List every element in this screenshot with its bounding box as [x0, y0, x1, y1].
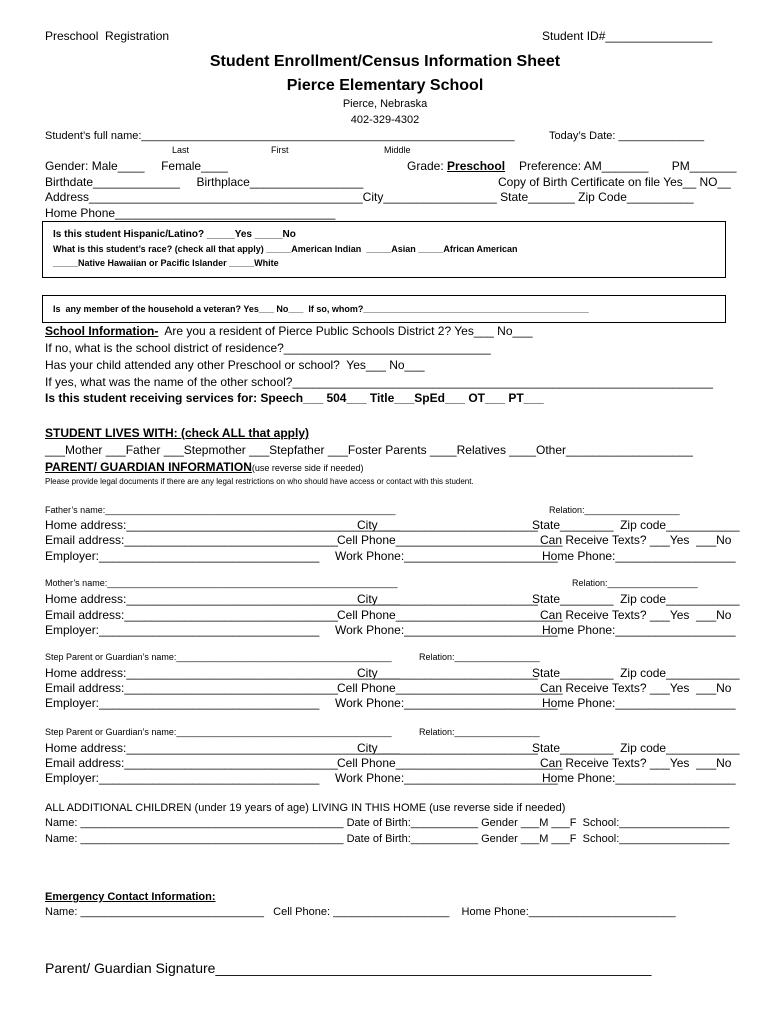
veteran-question[interactable]: Is any member of the household a veteran? Yes___ No___ If so, whom?_____________________________________________: [53, 304, 589, 314]
name-part-last: Last: [172, 145, 190, 155]
guardian-cell-phone-field[interactable]: Cell Phone_________________________: [337, 533, 563, 547]
school-name: Pierce Elementary School: [286, 77, 484, 94]
guardian-home-phone-field[interactable]: Home Phone:__________________: [542, 696, 736, 710]
guardian-cell-phone-field[interactable]: Cell Phone_________________________: [337, 681, 563, 695]
emergency-heading: Emergency Contact Information:: [45, 891, 216, 903]
guardian-texts-field[interactable]: Can Receive Texts? ___Yes ___No: [540, 608, 732, 622]
gender-field[interactable]: Gender: Male____ Female____: [45, 159, 228, 173]
school-info-heading: School Information-: [45, 324, 159, 338]
lives-with-heading: STUDENT LIVES WITH: (check ALL that apply): [45, 426, 310, 440]
ethnicity-box: [42, 221, 726, 278]
guardian-cell-phone-field[interactable]: Cell Phone_________________________: [337, 756, 563, 770]
todays-date-field[interactable]: Today’s Date: ______________: [549, 130, 705, 142]
page-title: Student Enrollment/Census Information Sheet: [209, 53, 561, 70]
guardian-texts-field[interactable]: Can Receive Texts? ___Yes ___No: [540, 756, 732, 770]
district-residence-question[interactable]: If no, what is the school district of residence?_______________________________: [45, 341, 491, 355]
guardian-employer-field[interactable]: Employer:_________________________________: [45, 549, 320, 563]
guardian-state-zip-field[interactable]: State________ Zip code___________: [532, 741, 740, 755]
guardian-texts-field[interactable]: Can Receive Texts? ___Yes ___No: [540, 681, 732, 695]
other-preschool-question[interactable]: Has your child attended any other Preschool or school? Yes___ No___: [45, 358, 425, 372]
home-phone-field[interactable]: Home Phone_________________________________: [45, 206, 336, 220]
guardian-work-phone-field[interactable]: Work Phone:_______________________: [335, 549, 558, 563]
legal-documents-note: Please provide legal documents if there are any legal restrictions on who should have access or contact with this student.: [45, 477, 474, 486]
parent-info-heading-line: [45, 461, 363, 473]
guardian-cell-phone-field[interactable]: Cell Phone_________________________: [337, 608, 563, 622]
other-school-name-question[interactable]: If yes, what was the name of the other school?_______________________________________________________________: [45, 375, 713, 389]
guardian-home-phone-field[interactable]: Home Phone:__________________: [542, 623, 736, 637]
guardian-email-field[interactable]: Email address:________________________________: [45, 756, 338, 770]
guardian-home-phone-field[interactable]: Home Phone:__________________: [542, 549, 736, 563]
race-options[interactable]: _____Native Hawaiian or Pacific Islander _____White: [53, 258, 279, 268]
guardian-work-phone-field[interactable]: Work Phone:_______________________: [335, 696, 558, 710]
veteran-box: [42, 295, 726, 323]
services-question[interactable]: Is this student receiving services for: Speech___ 504___ Title___SpEd___ OT___ PT___: [45, 391, 544, 405]
guardian-home-address-field[interactable]: Home address:_________________________________________: [45, 592, 400, 606]
guardian-state-zip-field[interactable]: State________ Zip code___________: [532, 592, 740, 606]
guardian-city-field[interactable]: City________________________: [357, 592, 538, 606]
guardian-home-address-field[interactable]: Home address:_________________________________________: [45, 666, 400, 680]
emergency-contact-field[interactable]: Name: ______________________________ Cell Phone: ___________________ Home Phone:________________________: [45, 906, 676, 918]
guardian-employer-field[interactable]: Employer:_________________________________: [45, 771, 320, 785]
guardian-home-address-field[interactable]: Home address:_________________________________________: [45, 741, 400, 755]
guardian-home-address-field[interactable]: Home address:_________________________________________: [45, 518, 400, 532]
name-part-middle: Middle: [384, 145, 411, 155]
address-field[interactable]: Address_________________________________________City_________________ State_______ Zip Code__________: [45, 190, 694, 204]
guardian-relation-field[interactable]: Relation:_________________: [419, 727, 540, 737]
birth-certificate-field[interactable]: Copy of Birth Certificate on file Yes__ NO__: [498, 175, 731, 189]
guardian-state-zip-field[interactable]: State________ Zip code___________: [532, 518, 740, 532]
grade-label: Grade:: [407, 159, 448, 173]
student-id-field[interactable]: Student ID#________________: [542, 29, 713, 43]
resident-question[interactable]: Are you a resident of Pierce Public Schools District 2? Yes___ No___: [158, 324, 533, 338]
parent-info-heading: PARENT/ GUARDIAN INFORMATION: [45, 460, 252, 474]
guardian-name-field[interactable]: Step Parent or Guardian’s name:___________________________________________: [45, 652, 392, 662]
child-row-1[interactable]: Name: ___________________________________________ Date of Birth:___________ Gender ___M ___F School:__________________: [45, 817, 730, 829]
guardian-employer-field[interactable]: Employer:_________________________________: [45, 696, 320, 710]
guardian-relation-field[interactable]: Relation:_________________: [419, 652, 540, 662]
guardian-state-zip-field[interactable]: State________ Zip code___________: [532, 666, 740, 680]
race-question[interactable]: What is this student’s race? (check all that apply) _____American Indian _____Asian _____African American: [53, 244, 518, 254]
grade-field: [407, 160, 505, 172]
school-city: Pierce, Nebraska: [342, 98, 428, 110]
guardian-work-phone-field[interactable]: Work Phone:_______________________: [335, 771, 558, 785]
student-full-name-field[interactable]: Student’s full name:_____________________________________________________________: [45, 130, 515, 142]
children-heading: ALL ADDITIONAL CHILDREN (under 19 years of age) LIVING IN THIS HOME (use reverse side if needed): [45, 802, 566, 814]
guardian-name-field[interactable]: Father’s name:__________________________________________________________: [45, 505, 396, 515]
guardian-relation-field[interactable]: Relation:__________________: [572, 578, 698, 588]
preference-field[interactable]: Preference: AM_______ PM_______: [519, 159, 737, 173]
guardian-email-field[interactable]: Email address:________________________________: [45, 681, 338, 695]
guardian-email-field[interactable]: Email address:________________________________: [45, 533, 338, 547]
parent-info-note: (use reverse side if needed): [251, 463, 364, 473]
guardian-city-field[interactable]: City________________________: [357, 741, 538, 755]
guardian-city-field[interactable]: City________________________: [357, 518, 538, 532]
birthdate-field[interactable]: Birthdate_____________ Birthplace_________________: [45, 175, 364, 189]
signature-field[interactable]: Parent/ Guardian Signature________________________________________________________: [45, 960, 652, 976]
guardian-relation-field[interactable]: Relation:___________________: [549, 505, 680, 515]
lives-with-options[interactable]: ___Mother ___Father ___Stepmother ___Stepfather ___Foster Parents ____Relatives ____Other___________________: [45, 443, 693, 457]
form-type-label: Preschool Registration: [45, 29, 170, 43]
guardian-email-field[interactable]: Email address:________________________________: [45, 608, 338, 622]
school-info-q1: [45, 325, 533, 337]
guardian-employer-field[interactable]: Employer:_________________________________: [45, 623, 320, 637]
name-part-first: First: [271, 145, 289, 155]
grade-value: Preschool: [447, 159, 506, 173]
guardian-city-field[interactable]: City________________________: [357, 666, 538, 680]
guardian-name-field[interactable]: Mother’s name:__________________________________________________________: [45, 578, 398, 588]
guardian-home-phone-field[interactable]: Home Phone:__________________: [542, 771, 736, 785]
guardian-texts-field[interactable]: Can Receive Texts? ___Yes ___No: [540, 533, 732, 547]
hispanic-question[interactable]: Is this student Hispanic/Latino? _____Yes _____No: [53, 229, 296, 240]
school-phone: 402-329-4302: [350, 114, 420, 126]
guardian-work-phone-field[interactable]: Work Phone:_______________________: [335, 623, 558, 637]
guardian-name-field[interactable]: Step Parent or Guardian’s name:___________________________________________: [45, 727, 392, 737]
child-row-2[interactable]: Name: ___________________________________________ Date of Birth:___________ Gender ___M ___F School:__________________: [45, 833, 730, 845]
